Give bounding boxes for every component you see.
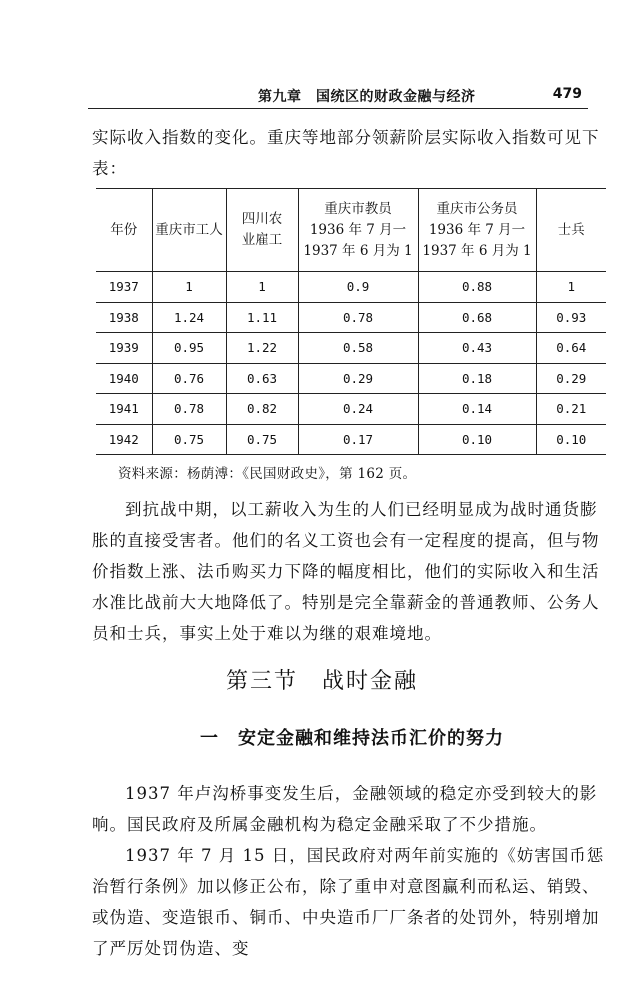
cell-year: 1937 bbox=[96, 272, 152, 303]
cell-value: 0.63 bbox=[226, 363, 298, 394]
cell-year: 1942 bbox=[96, 424, 152, 455]
cell-value: 0.17 bbox=[298, 424, 418, 455]
cell-value: 0.93 bbox=[536, 302, 606, 333]
cell-value: 0.29 bbox=[298, 363, 418, 394]
section-heading: 第三节 战时金融 bbox=[225, 669, 418, 694]
cell-value: 0.21 bbox=[536, 394, 606, 425]
cell-value: 0.14 bbox=[418, 394, 536, 425]
header-sichuan-farm-workers: 四川农 业雇工 bbox=[226, 189, 298, 272]
cell-year: 1939 bbox=[96, 333, 152, 364]
cell-value: 0.76 bbox=[152, 363, 226, 394]
cell-value: 1 bbox=[152, 272, 226, 303]
cell-value: 1.24 bbox=[152, 302, 226, 333]
body-paragraph: 到抗战中期，以工薪收入为生的人们已经明显成为战时通货膨胀的直接受害者。他们的名义工资也会有一定程度的提高，但与物价指数上涨、法币购买力下降的幅度相比，他们的实际收入和生活水准比战前大大地降低了。特别是完全靠薪金的普通教师、公务人员和士兵，事实上处于难以为继的艰难境地。 bbox=[92, 500, 600, 643]
cell-year: 1938 bbox=[96, 302, 152, 333]
table-header-row bbox=[96, 189, 606, 272]
cell-value: 0.9 bbox=[298, 272, 418, 303]
cell-value: 0.75 bbox=[152, 424, 226, 455]
running-header bbox=[88, 86, 588, 109]
cell-value: 0.88 bbox=[418, 272, 536, 303]
cell-value: 0.24 bbox=[298, 394, 418, 425]
page-number: 479 bbox=[552, 86, 582, 102]
cell-value: 0.82 bbox=[226, 394, 298, 425]
cell-year: 1941 bbox=[96, 394, 152, 425]
body-paragraph: 1937 年 7 月 15 日，国民政府对两年前实施的《妨害国币惩治暂行条例》加以修正公布，除了重申对意图赢利而私运、销毁、或伪造、变造银币、铜币、中央造币厂厂条者的处罚外，特别增加了严厉处罚伪造、变 bbox=[92, 846, 605, 958]
header-soldiers: 士兵 bbox=[536, 189, 606, 272]
cell-value: 0.78 bbox=[298, 302, 418, 333]
table-row bbox=[96, 272, 606, 303]
cell-value: 0.10 bbox=[536, 424, 606, 455]
table-row bbox=[96, 333, 606, 364]
header-chongqing-civil-servants: 重庆市公务员 1936 年 7 月一 1937 年 6 月为 1 bbox=[418, 189, 536, 272]
cell-value: 0.78 bbox=[152, 394, 226, 425]
cell-value: 1 bbox=[536, 272, 606, 303]
table-source-note: 资料来源：杨荫溥：《民国财政史》，第 162 页。 bbox=[118, 466, 417, 482]
cell-value: 1 bbox=[226, 272, 298, 303]
table-row bbox=[96, 363, 606, 394]
cell-value: 0.29 bbox=[536, 363, 606, 394]
cell-value: 0.10 bbox=[418, 424, 536, 455]
cell-year: 1940 bbox=[96, 363, 152, 394]
cell-value: 1.11 bbox=[226, 302, 298, 333]
chapter-title: 第九章 国统区的财政金融与经济 bbox=[258, 89, 476, 105]
cell-value: 0.43 bbox=[418, 333, 536, 364]
subsection-heading: 一 安定金融和维持法币汇价的努力 bbox=[200, 728, 504, 749]
table-row bbox=[96, 302, 606, 333]
table-row bbox=[96, 394, 606, 425]
cell-value: 0.64 bbox=[536, 333, 606, 364]
table-row bbox=[96, 424, 606, 455]
intro-paragraph: 实际收入指数的变化。重庆等地部分领薪阶层实际收入指数可见下表： bbox=[92, 128, 600, 178]
income-index-table bbox=[96, 188, 606, 455]
header-chongqing-teachers: 重庆市教员 1936 年 7 月一 1937 年 6 月为 1 bbox=[298, 189, 418, 272]
header-year: 年份 bbox=[96, 189, 152, 272]
header-chongqing-workers: 重庆市工人 bbox=[152, 189, 226, 272]
cell-value: 0.95 bbox=[152, 333, 226, 364]
body-paragraph: 1937 年卢沟桥事变发生后，金融领域的稳定亦受到较大的影响。国民政府及所属金融机构为稳定金融采取了不少措施。 bbox=[92, 784, 598, 834]
cell-value: 1.22 bbox=[226, 333, 298, 364]
cell-value: 0.75 bbox=[226, 424, 298, 455]
cell-value: 0.68 bbox=[418, 302, 536, 333]
cell-value: 0.18 bbox=[418, 363, 536, 394]
cell-value: 0.58 bbox=[298, 333, 418, 364]
